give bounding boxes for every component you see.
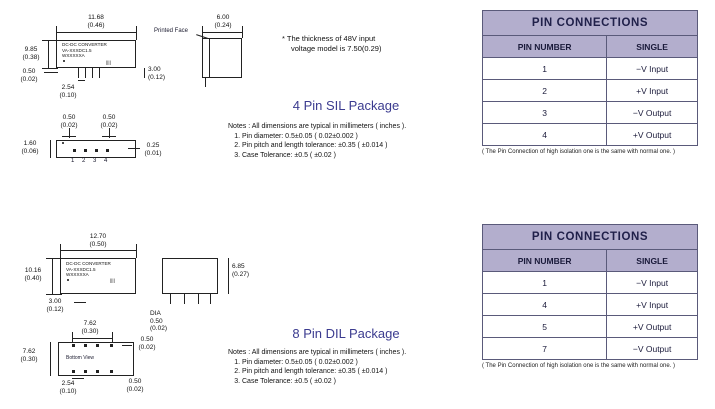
cell-single: −V Input	[607, 272, 698, 294]
table-title: PIN CONNECTIONS	[483, 225, 698, 250]
dim-dil-bottom-right-b: 0.50 (0.02)	[126, 378, 144, 393]
cell-single: +V Input	[607, 80, 698, 102]
sil-notes	[228, 122, 478, 160]
pin-connections-table-top-wrap	[482, 10, 698, 155]
ext-line-left	[56, 26, 57, 40]
dim-line	[62, 136, 76, 137]
dim-dil-width: 12.70 (0.50)	[89, 233, 107, 248]
ext-line-right	[242, 26, 243, 38]
sil-case-text-line1: DC-DC CONVERTER	[62, 42, 107, 47]
dil-end-case-body	[162, 258, 218, 294]
dil-end-pin	[210, 294, 211, 304]
cell-pin-number: 4	[483, 294, 607, 316]
dil-bottom-view-drawing	[18, 317, 208, 405]
pin-connections-table-bottom-wrap	[482, 224, 698, 369]
dil-bottom-pin	[72, 370, 75, 373]
cell-pin-number: 7	[483, 338, 607, 360]
sil-notes-intro: Notes : All dimensions are typical in millimeters ( inches ).	[228, 123, 407, 130]
table-row	[483, 294, 698, 316]
table-row	[483, 316, 698, 338]
table-row	[483, 338, 698, 360]
table-bottom-footnote: ( The Pin Connection of high isolation one is the same with normal one. )	[482, 363, 675, 369]
dil-case-text-line2: VA-XXXDC1.5	[66, 266, 96, 272]
sil-pin-number: 4	[104, 158, 108, 164]
sil-pin	[78, 68, 79, 78]
table-row	[483, 272, 698, 294]
thickness-note-line2: voltage model is 7.50(0.29)	[291, 44, 382, 53]
dim-dil-bottom-right-a: 0.50 (0.02)	[138, 336, 156, 351]
dim-line	[102, 136, 116, 137]
leader-line	[122, 345, 132, 346]
dil-bottom-pin	[72, 344, 75, 347]
dim-sil-bottom-pinwidth: 0.25 (0.01)	[144, 142, 162, 157]
ext-line-right	[136, 244, 137, 258]
dim-line-sil-height	[48, 40, 49, 68]
column-header-pin-number: PIN NUMBER	[483, 250, 607, 272]
printed-face-edge	[209, 38, 210, 78]
dia-value-inch: (0.02)	[150, 325, 167, 332]
ext-line-right	[136, 26, 137, 40]
sil-bottom-pin	[84, 149, 87, 152]
dim-sil-depth: 6.00 (0.24)	[214, 14, 232, 29]
cell-pin-number: 1	[483, 272, 607, 294]
dim-sil-pinrow-a: 0.50 (0.02)	[60, 114, 78, 129]
dim-sil-pinlen: 3.00 (0.12)	[148, 66, 165, 81]
pin1-marker-dot	[62, 142, 64, 144]
dim-sil-pinrow-b: 0.50 (0.02)	[100, 114, 118, 129]
dim-dil-bottom-pitch2: 2.54 (0.10)	[59, 380, 77, 395]
dim-line	[50, 342, 51, 376]
sil-bottom-pin	[73, 149, 76, 152]
dil-notes-intro: Notes : All dimensions are typical in millimeters ( inches ).	[228, 349, 407, 356]
dim-sil-width: 11.68 (0.46)	[87, 14, 105, 29]
thickness-note-line1: * The thickness of 48V input	[282, 34, 376, 43]
sil-pin-number: 2	[82, 158, 86, 164]
dil-end-pin	[184, 294, 185, 304]
sil-pin	[92, 68, 93, 78]
dil-note-item: 1. Pin diameter: 0.5±0.05 ( 0.02±0.002 )	[242, 358, 478, 368]
cell-pin-number: 5	[483, 316, 607, 338]
dil-end-pin	[170, 294, 171, 304]
sil-end-pin	[205, 78, 206, 87]
sil-case-text-line2: VA-XXXDC1.5	[62, 47, 92, 53]
dil-pin-hatch: ||||	[110, 278, 115, 283]
ext-line-top	[42, 40, 58, 41]
dim-dil-bottom-left-height: 7.62 (0.30)	[20, 348, 38, 363]
cell-pin-number: 3	[483, 102, 607, 124]
dil-bottom-pin	[84, 370, 87, 373]
sil-pin	[99, 68, 100, 78]
sil-case-text-line3: WXXXXXA	[62, 53, 85, 58]
sil-pin-hatch: ||||	[106, 60, 111, 65]
ext-line-left	[60, 244, 61, 258]
dim-line	[72, 378, 84, 379]
sil-bottom-view-drawing	[18, 112, 198, 174]
dia-callout	[150, 310, 190, 333]
ext-line-bottom	[42, 68, 58, 69]
cell-single: −V Output	[607, 102, 698, 124]
dim-dil-bottom-pitch: 7.62 (0.30)	[81, 320, 99, 335]
dil-bottom-pin	[110, 370, 113, 373]
table-row	[483, 102, 698, 124]
table-row	[483, 124, 698, 146]
sil-note-item: 2. Pin pitch and length tolerance: ±0.35 ( ±0.014 )	[242, 141, 478, 151]
dil-case-text-line3: WXXXXXA	[66, 272, 89, 277]
table-row	[483, 80, 698, 102]
cell-single: −V Input	[607, 58, 698, 80]
leader-line	[128, 148, 140, 149]
cell-single: +V Input	[607, 294, 698, 316]
dim-sil-pitch: 2.54 (0.10)	[59, 84, 77, 99]
cell-single: −V Output	[607, 338, 698, 360]
cell-single: +V Output	[607, 316, 698, 338]
dim-line-sil-pitch	[78, 80, 85, 81]
sil-bottom-pin	[106, 149, 109, 152]
cell-pin-number: 1	[483, 58, 607, 80]
dil-bottom-pin	[96, 370, 99, 373]
dim-line-dil-height	[52, 258, 53, 294]
leader-line	[74, 302, 86, 303]
dil-package-heading: 8 Pin DIL Package	[292, 326, 400, 341]
dil-note-item: 3. Case Tolerance: ±0.5 ( ±0.02 )	[242, 377, 478, 387]
dim-line-dil-bottom-pitch	[72, 338, 112, 339]
dia-value-mm: 0.50	[150, 317, 163, 325]
column-header-single: SINGLE	[607, 250, 698, 272]
sil-package-heading: 4 Pin SIL Package	[292, 98, 400, 113]
thickness-note	[282, 34, 472, 54]
dim-sil-lead-thickness: 0.50 (0.02)	[20, 68, 38, 83]
printed-face-label: Printed Face	[154, 28, 189, 34]
column-header-single: SINGLE	[607, 36, 698, 58]
ext-line-bottom	[46, 294, 62, 295]
bottom-view-label: Bottom View	[66, 355, 94, 361]
sil-note-item: 3. Case Tolerance: ±0.5 ( ±0.02 )	[242, 151, 478, 161]
sil-pin-number: 3	[93, 158, 97, 164]
pin1-marker-dot	[67, 279, 69, 281]
pin-connections-table-bottom	[482, 224, 698, 360]
sil-pin	[85, 68, 86, 78]
dil-notes	[228, 348, 478, 386]
dim-dil-height: 10.16 (0.40)	[24, 267, 42, 282]
dil-bottom-pin	[84, 344, 87, 347]
dil-end-pin	[198, 294, 199, 304]
sil-end-case-body	[202, 38, 242, 78]
dim-sil-bottom-height: 1.60 (0.06)	[21, 140, 39, 155]
cell-pin-number: 4	[483, 124, 607, 146]
cell-single: +V Output	[607, 124, 698, 146]
cell-pin-number: 2	[483, 80, 607, 102]
ext-line-top	[46, 258, 62, 259]
table-title: PIN CONNECTIONS	[483, 11, 698, 36]
sil-pin-number: 1	[71, 158, 75, 164]
dim-dil-end-height: 6.85 (0.27)	[232, 263, 249, 278]
pin-connections-table-top	[482, 10, 698, 146]
dil-bottom-pin	[110, 344, 113, 347]
pin1-marker-dot	[63, 60, 65, 62]
dia-label: DIA	[150, 310, 161, 317]
table-row	[483, 58, 698, 80]
dim-line-dil-width	[60, 250, 136, 251]
table-top-footnote: ( The Pin Connection of high isolation one is the same with normal one. )	[482, 149, 675, 155]
dim-line-sil-depth	[202, 32, 242, 33]
dim-dil-pinlen: 3.00 (0.12)	[46, 298, 64, 313]
dim-sil-height: 9.85 (0.38)	[22, 46, 40, 61]
sil-note-item: 1. Pin diameter: 0.5±0.05 ( 0.02±0.002 )	[242, 132, 478, 142]
sil-bottom-pin	[95, 149, 98, 152]
dim-line	[50, 140, 51, 158]
dil-note-item: 2. Pin pitch and length tolerance: ±0.35 ( ±0.014 )	[242, 367, 478, 377]
column-header-pin-number: PIN NUMBER	[483, 36, 607, 58]
dil-case-text-line1: DC-DC CONVERTER	[66, 261, 111, 266]
dim-line-sil-width	[56, 32, 136, 33]
dil-bottom-pin	[96, 344, 99, 347]
leader-line	[44, 72, 58, 73]
